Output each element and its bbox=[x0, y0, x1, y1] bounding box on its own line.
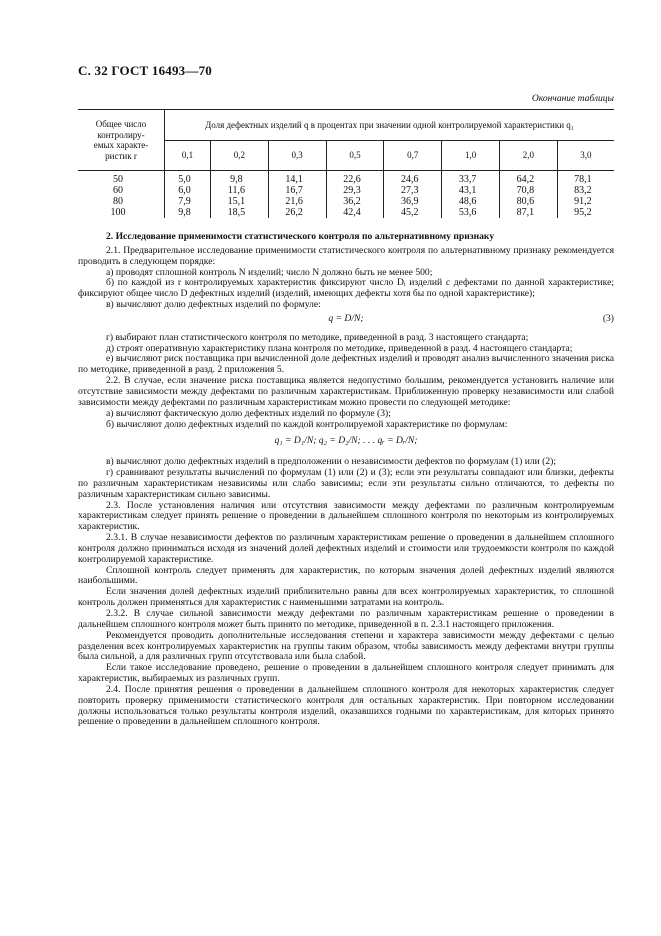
formula-3-text: q = D/N; bbox=[328, 312, 364, 324]
list-item-a: а) проводят сплошной контроль N изделий; число N должно быть не менее 500; bbox=[106, 266, 433, 278]
table-continuation-label: Окончание таблицы bbox=[531, 94, 614, 104]
table-q-header: 0,2 bbox=[210, 141, 268, 171]
formula-3 bbox=[78, 314, 614, 325]
list-item-v: в) вычисляют долю дефектных изделий по формуле: bbox=[106, 299, 321, 311]
table-q-header: 0,1 bbox=[165, 141, 211, 171]
paragraph: Если значения долей дефектных изделий приблизительно равны для всех контролируемых характеристик, то сплошной контроль должен применяться для характеристик с наименьшими затратами на контроль. bbox=[78, 586, 614, 609]
paragraph-2-1: 2.1. Предварительное исследование применимости статистического контроля по альтернативному признаку рекомендуется проводить в следующем порядке: bbox=[78, 244, 614, 267]
paragraph: Сплошной контроль следует применять для характеристик, по которым значения долей дефектных изделий являются наибольшими. bbox=[78, 564, 614, 587]
table-group-header: Доля дефектных изделий q в процентах при значении одной контролируемой характеристики q₁ bbox=[165, 110, 615, 141]
table-q-header: 3,0 bbox=[557, 141, 614, 171]
table-row: 60 6,0 11,6 16,7 29,3 27,3 43,1 70,8 83,2 bbox=[78, 185, 614, 196]
list-item-d: д) строят оперативную характеристику плана контроля по методике, приведенной в разд. 4 настоящего стандарта; bbox=[106, 342, 573, 354]
table-q-header: 0,7 bbox=[384, 141, 442, 171]
list-item-e: е) вычисляют риск поставщика при вычисленной доле дефектных изделий и проводят анализ вычисленного значения риска по методике, приведенной в разд. 2 приложения 5. bbox=[78, 353, 614, 376]
section-heading: 2. Исследование применимости статистического контроля по альтернативному признаку bbox=[106, 231, 495, 242]
list-item-g: г) выбирают план статистического контроля по методике, приведенной в разд. 3 настоящего стандарта; bbox=[106, 331, 529, 343]
document-body bbox=[78, 232, 614, 728]
paragraph-2-4: 2.4. После принятия решения о проведении в дальнейшем сплошного контроля для некоторых характеристик следует повторить проверку применимости статистического контроля для остальных характеристик. При повторном исследовании должны использоваться только результаты контроля изделий, оказавшихся годными по характеристикам, для которых принято решение о проведении в дальнейшем сплошного контроля. bbox=[78, 683, 614, 728]
table-q-header: 0,5 bbox=[326, 141, 384, 171]
list-item-g: г) сравнивают результаты вычислений по формулам (1) или (2) и (3); если эти результаты совпадают или близки, дефекты по различным характеристикам независимы или слабо зависимы; если эти результаты сильно отличаются, то дефекты по различным характеристикам сильно зависимы. bbox=[78, 467, 614, 500]
paragraph: Если такое исследование проведено, решение о проведении в дальнейшем сплошного контроля следует принимать для характеристик, выбираемых из различных групп. bbox=[78, 662, 614, 685]
table-first-col-header: Общее число контролиру- емых характе- ристик r bbox=[78, 110, 165, 171]
paragraph: Рекомендуется проводить дополнительные исследования степени и характера зависимости между дефектами с целью разделения всех контролируемых характеристик на группы таким образом, чтобы зависимость между дефектами внутри группы была сильной, а для различных групп отсутствовала или была слабой. bbox=[78, 629, 614, 663]
paragraph-2-3-2: 2.3.2. В случае сильной зависимости между дефектами по различным характеристикам решение о проведении в дальнейшем сплошного контроля может быть принято по методике, приведенной в п. 2.3.1 настоящего приложения. bbox=[78, 608, 614, 630]
list-item-v: в) вычисляют долю дефектных изделий в предположении о независимости дефектов по формулам (1) или (2); bbox=[106, 456, 557, 468]
table-q-header: 2,0 bbox=[499, 141, 557, 171]
formula-q-series: q₁ = D₁/N; q₂ = D₂/N; . . . qᵣ = Dᵣ/N; bbox=[274, 435, 418, 447]
table-row: 80 7,9 15,1 21,6 36,2 36,9 48,6 80,6 91,2 bbox=[78, 196, 614, 207]
table-q-header: 0,3 bbox=[268, 141, 326, 171]
data-table bbox=[78, 109, 614, 218]
paragraph-2-3-1: 2.3.1. В случае независимости дефектов по различным характеристикам решение о проведении в дальнейшем сплошного контроля должно приниматься исходя из значений долей дефектных изделий и стоимости или трудоемкости контроля по каждой контролируемой характеристике. bbox=[78, 532, 614, 565]
table-row: 50 5,0 9,8 14,1 22,6 24,6 33,7 64,2 78,1 bbox=[78, 171, 614, 186]
paragraph-2-2: 2.2. В случае, если значение риска поставщика является недопустимо большим, рекомендуется установить наличие или отсутствие зависимости между дефектами по различным характеристикам. Приближенную проверку независимости или слабой зависимости между дефектами по различным характеристикам можно провести по следующей методике: bbox=[78, 375, 614, 408]
list-item-a: а) вычисляют фактическую долю дефектных изделий по формуле (3); bbox=[106, 407, 391, 419]
list-item-b: б) по каждой из r контролируемых характеристик фиксируют число Dᵢ изделий с дефектами по данной характеристике; фиксируют общее число D дефектных изделий (изделий, имеющих дефекты хотя бы по одной характеристике); bbox=[78, 277, 614, 300]
formula-3-number: (3) bbox=[602, 312, 614, 324]
paragraph-2-3: 2.3. После установления наличия или отсутствия зависимости между дефектами по различным контролируемым характеристикам следует принять решение о проведении в дальнейшем сплошного контроля по некоторым из контролируемых характеристик. bbox=[78, 499, 614, 533]
table-row: 100 9,8 18,5 26,2 42,4 45,2 53,6 87,1 95,2 bbox=[78, 207, 614, 218]
page-header: С. 32 ГОСТ 16493—70 bbox=[78, 63, 212, 78]
table-q-header: 1,0 bbox=[442, 141, 500, 171]
list-item-b: б) вычисляют долю дефектных изделий по каждой контролируемой характеристике по формулам: bbox=[106, 418, 508, 430]
